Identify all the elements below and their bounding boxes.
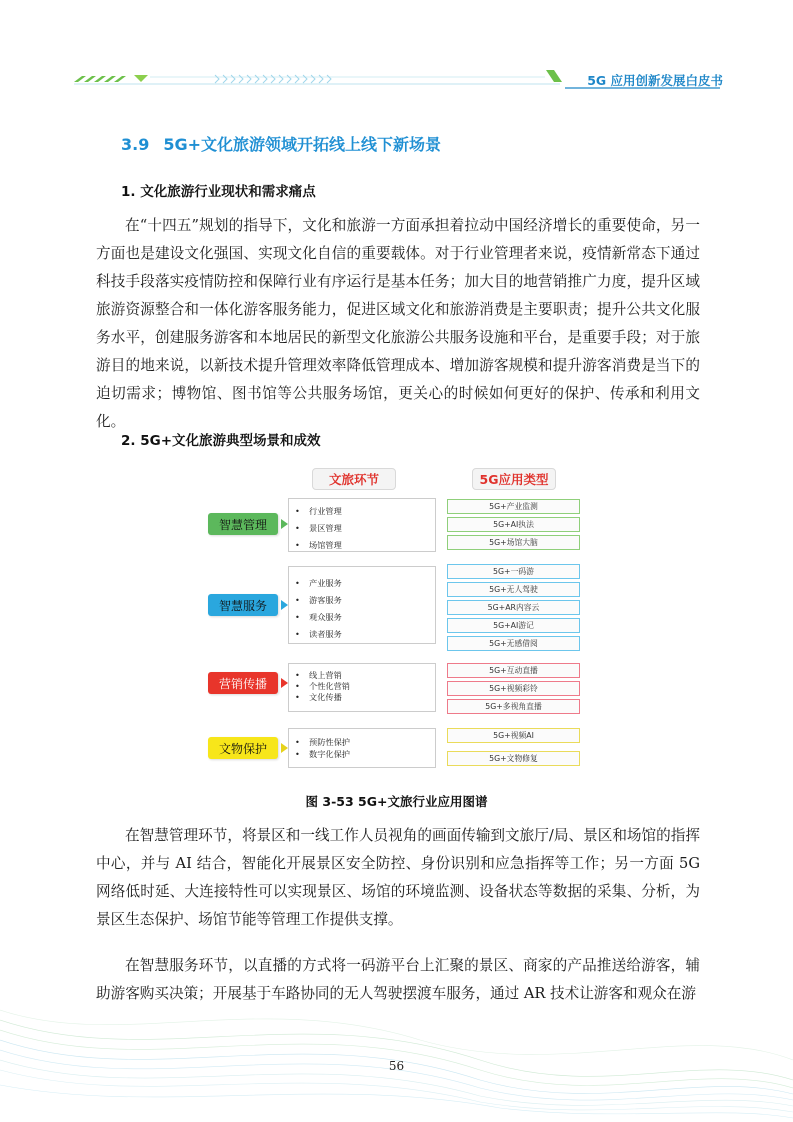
- type-item: 5G+视频AI: [447, 728, 580, 743]
- paragraph-1: 在“十四五”规划的指导下，文化和旅游一方面承担着拉动中国经济增长的重要使命，另一方面也是建设文化强国、实现文化自信的重要载体。对于行业管理者来说，疫情新常态下通过科技手段落实疫情防控和保障行业有序运行是基本任务；加大目的地营销推广力度，提升区域旅游资源整合和一体化游客服务能力，促进区域文化和旅游消费是主要职责；提升公共文化服务水平，创建服务游客和本地居民的新型文化旅游公共服务设施和平台，是重要手段；对于旅游目的地来说，以新技术提升管理效率降低管理成本、增加游客规模和提升游客消费是当下的迫切需求；博物馆、图书馆等公共服务场馆，更关心的时候如何更好的保护、传承和利用文化。: [96, 217, 700, 430]
- header-triangle-right: [546, 70, 562, 82]
- type-item: 5G+一码游: [447, 564, 580, 579]
- section-title: 5G+文化旅游领域开拓线上线下新场景: [163, 135, 442, 154]
- arrow-icon: [281, 743, 288, 753]
- section-number: 3.9: [121, 135, 150, 154]
- header-title: 5G 应用创新发展白皮书: [587, 73, 723, 88]
- subheading-1: 1. 文化旅游行业现状和需求痛点: [121, 184, 316, 200]
- env-box-smart-service: [288, 566, 436, 644]
- group-label-marketing: 营销传播: [208, 672, 278, 694]
- paragraph-2: 在智慧管理环节，将景区和一线工作人员视角的画面传输到文旅厅/局、景区和场馆的指挥中心，并与 AI 结合，智能化开展景区安全防控、身份识别和应急指挥等工作；另一方面 5G 网络低时延、大连接特性可以实现景区、场馆的环境监测、设备状态等数据的采集、分析，为景区生态保护、场馆节能等管理工作提供支撑。: [96, 827, 700, 928]
- env-item: • 个性化营销: [295, 681, 350, 691]
- group-label-heritage-protection: 文物保护: [208, 737, 278, 759]
- env-item: • 景区管理: [295, 523, 342, 533]
- env-item: • 预防性保护: [295, 737, 350, 747]
- header-green-stripes: [74, 76, 126, 82]
- env-item: • 线上营销: [295, 670, 342, 680]
- env-item: • 场馆管理: [295, 540, 342, 550]
- arrow-icon: [281, 600, 288, 610]
- env-item: • 游客服务: [295, 595, 342, 605]
- env-item: • 产业服务: [295, 578, 342, 588]
- type-item: 5G+产业监测: [447, 499, 580, 514]
- type-item: 5G+AI游记: [447, 618, 580, 633]
- type-item: 5G+无人驾驶: [447, 582, 580, 597]
- type-item: 5G+AR内容云: [447, 600, 580, 615]
- subheading-2: 2. 5G+文化旅游典型场景和成效: [121, 433, 321, 449]
- figure-caption: 图 3-53 5G+文旅行业应用图谱: [305, 794, 488, 809]
- arrow-icon: [281, 519, 288, 529]
- env-item: • 数字化保护: [295, 749, 350, 759]
- page-header: [0, 0, 793, 100]
- figure-col-header-left: 文旅环节: [312, 468, 396, 490]
- section-heading: [121, 132, 441, 155]
- env-item: • 文化传播: [295, 692, 342, 702]
- type-item: 5G+文物修复: [447, 751, 580, 766]
- type-item: 5G+无感借阅: [447, 636, 580, 651]
- background-wave-decoration: [0, 990, 793, 1122]
- header-triangle-left: [134, 75, 148, 82]
- type-item: 5G+AI执法: [447, 517, 580, 532]
- page-number: 56: [388, 1059, 405, 1073]
- type-item: 5G+视频彩铃: [447, 681, 580, 696]
- env-box-heritage-protection: [288, 728, 436, 768]
- type-item: 5G+互动直播: [447, 663, 580, 678]
- env-box-marketing: [288, 663, 436, 712]
- type-item: 5G+多视角直播: [447, 699, 580, 714]
- figure-5g-culture-tourism: [202, 462, 592, 772]
- env-item: • 读者服务: [295, 629, 342, 639]
- type-item: 5G+场馆大脑: [447, 535, 580, 550]
- header-chevrons: [215, 75, 331, 83]
- env-item: • 观众服务: [295, 612, 342, 622]
- paragraph-3: 在智慧服务环节，以直播的方式将一码游平台上汇聚的景区、商家的产品推送给游客，辅助游客购买决策；开展基于车路协同的无人驾驶摆渡车服务，通过 AR 技术让游客和观众在游: [96, 957, 700, 1002]
- arrow-icon: [281, 678, 288, 688]
- figure-col-header-right: 5G应用类型: [472, 468, 556, 490]
- group-label-smart-service: 智慧服务: [208, 594, 278, 616]
- env-box-smart-management: [288, 498, 436, 552]
- env-item: • 行业管理: [295, 506, 342, 516]
- group-label-smart-management: 智慧管理: [208, 513, 278, 535]
